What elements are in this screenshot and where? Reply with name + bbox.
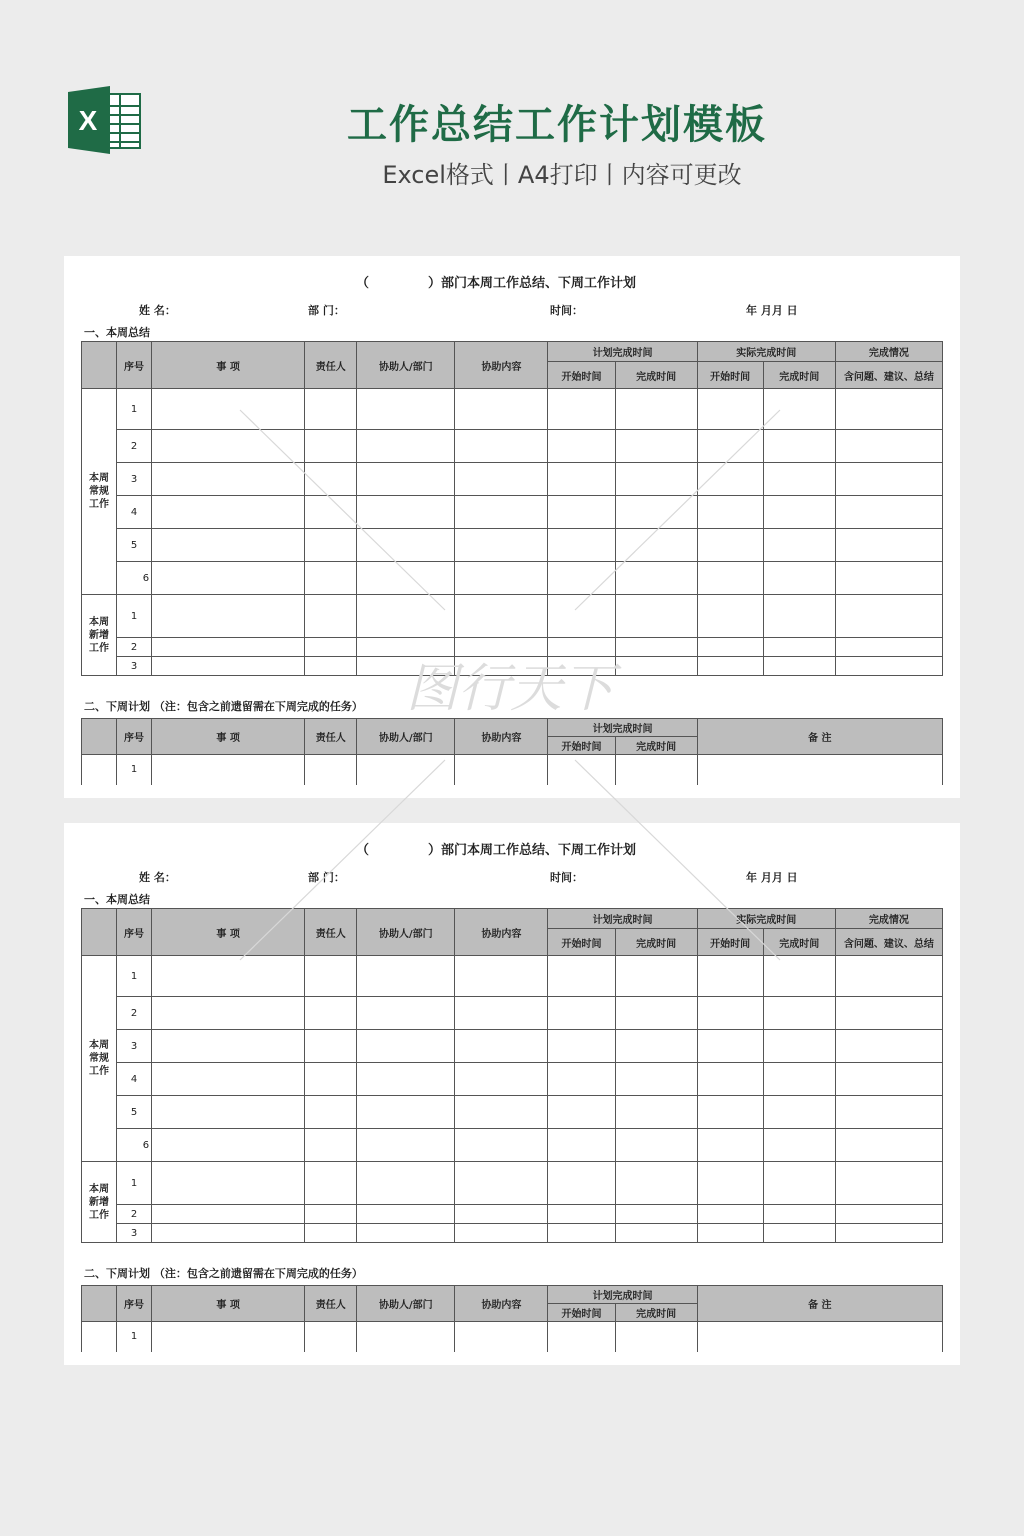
header-actual-finish: 完成时间 <box>763 929 835 956</box>
table-row <box>82 1205 943 1224</box>
header-blank <box>82 1286 117 1322</box>
table-cell[interactable] <box>455 496 548 529</box>
table-cell[interactable] <box>763 496 835 529</box>
header-owner: 责任人 <box>305 909 357 956</box>
table-cell <box>82 755 117 785</box>
table-cell[interactable] <box>548 430 615 463</box>
page-subtitle: Excel格式丨A4打印丨内容可更改 <box>382 161 742 189</box>
row-number: 1 <box>117 755 152 785</box>
header-seq: 序号 <box>117 909 152 956</box>
table-cell[interactable] <box>455 1224 548 1243</box>
table-cell[interactable] <box>305 755 357 785</box>
row-number: 1 <box>117 389 152 430</box>
table-cell[interactable] <box>305 657 357 676</box>
header-item: 事 项 <box>152 342 305 389</box>
header-plan-time: 计划完成时间 <box>548 909 697 929</box>
table-cell[interactable] <box>548 1322 615 1352</box>
table-cell[interactable] <box>615 1322 697 1352</box>
table-cell[interactable] <box>305 595 357 638</box>
header-plan-time: 计划完成时间 <box>548 342 697 362</box>
table-cell[interactable] <box>305 1205 357 1224</box>
table-cell[interactable] <box>305 389 357 430</box>
table-cell[interactable] <box>548 755 615 785</box>
table-row <box>82 657 943 676</box>
row-number: 3 <box>117 1224 152 1243</box>
table-cell[interactable] <box>152 496 305 529</box>
row-number: 2 <box>117 1205 152 1224</box>
table-cell[interactable] <box>835 430 942 463</box>
header-blank <box>82 342 117 389</box>
table-cell[interactable] <box>835 595 942 638</box>
table-cell[interactable] <box>152 1096 305 1129</box>
row-number: 4 <box>117 496 152 529</box>
table-cell[interactable] <box>697 638 763 657</box>
time-label: 时间： <box>550 304 583 317</box>
table-cell[interactable] <box>357 430 455 463</box>
table-cell[interactable] <box>357 1205 455 1224</box>
table-cell[interactable] <box>455 595 548 638</box>
table-cell[interactable] <box>357 389 455 430</box>
table-cell[interactable] <box>548 529 615 562</box>
table-cell[interactable] <box>835 1205 942 1224</box>
table-cell[interactable] <box>357 657 455 676</box>
table-cell[interactable] <box>835 1063 942 1096</box>
row-number: 6 <box>117 562 152 595</box>
table-cell[interactable] <box>455 638 548 657</box>
header-seq: 序号 <box>117 342 152 389</box>
table-row <box>82 956 943 997</box>
table-cell[interactable] <box>455 1096 548 1129</box>
table-cell[interactable] <box>548 1162 615 1205</box>
header-plan-start: 开始时间 <box>548 1304 615 1322</box>
header-help-content: 协助内容 <box>455 719 548 755</box>
table-cell[interactable] <box>357 1096 455 1129</box>
table-cell[interactable] <box>835 1224 942 1243</box>
table-cell[interactable] <box>305 956 357 997</box>
table-cell[interactable] <box>152 657 305 676</box>
table-cell[interactable] <box>697 1096 763 1129</box>
table-cell[interactable] <box>455 430 548 463</box>
table-cell[interactable] <box>763 595 835 638</box>
header-actual-finish: 完成时间 <box>763 362 835 389</box>
table-cell[interactable] <box>305 1063 357 1096</box>
header-actual-start: 开始时间 <box>697 362 763 389</box>
table-cell[interactable] <box>835 638 942 657</box>
header-helper: 协助人/部门 <box>357 719 455 755</box>
section-this-week: 一、本周总结 <box>84 893 150 906</box>
table-cell[interactable] <box>305 1162 357 1205</box>
table-cell[interactable] <box>763 389 835 430</box>
table-cell[interactable] <box>357 1129 455 1162</box>
table-row <box>82 1162 943 1205</box>
table-cell[interactable] <box>357 496 455 529</box>
table-cell[interactable] <box>455 1030 548 1063</box>
header-actual-time: 实际完成时间 <box>697 909 835 929</box>
table-cell[interactable] <box>615 956 697 997</box>
header-help-content: 协助内容 <box>455 1286 548 1322</box>
row-number: 4 <box>117 1063 152 1096</box>
header-helper: 协助人/部门 <box>357 342 455 389</box>
table-row <box>82 389 943 430</box>
header-plan-finish: 完成时间 <box>615 737 697 755</box>
row-number: 1 <box>117 1162 152 1205</box>
section-next-week: 二、下周计划 （注：包含之前遗留需在下周完成的任务） <box>84 700 363 713</box>
table-row <box>82 638 943 657</box>
table-cell[interactable] <box>548 638 615 657</box>
table-cell[interactable] <box>697 430 763 463</box>
row-number: 1 <box>117 595 152 638</box>
table-cell[interactable] <box>548 1096 615 1129</box>
table-cell[interactable] <box>697 1030 763 1063</box>
name-label: 姓 名： <box>139 871 176 884</box>
table-cell[interactable] <box>455 1322 548 1352</box>
row-number: 3 <box>117 1030 152 1063</box>
table-cell[interactable] <box>763 1030 835 1063</box>
row-number: 6 <box>117 1129 152 1162</box>
table-cell[interactable] <box>697 1063 763 1096</box>
table-cell[interactable] <box>615 529 697 562</box>
header-plan-time: 计划完成时间 <box>548 719 697 737</box>
header-actual-time: 实际完成时间 <box>697 342 835 362</box>
row-number: 2 <box>117 638 152 657</box>
table-cell[interactable] <box>357 638 455 657</box>
table-cell[interactable] <box>697 562 763 595</box>
header-item: 事 项 <box>152 1286 305 1322</box>
table-cell[interactable] <box>615 1162 697 1205</box>
table-cell[interactable] <box>152 997 305 1030</box>
table-cell[interactable] <box>835 1162 942 1205</box>
table-cell[interactable] <box>152 1205 305 1224</box>
table-cell[interactable] <box>548 956 615 997</box>
table-cell[interactable] <box>455 1162 548 1205</box>
table-cell[interactable] <box>548 1030 615 1063</box>
table-cell[interactable] <box>357 529 455 562</box>
table-cell[interactable] <box>455 1063 548 1096</box>
dept-label: 部 门： <box>308 871 345 884</box>
header-plan-start: 开始时间 <box>548 362 615 389</box>
header-item: 事 项 <box>152 909 305 956</box>
table-cell[interactable] <box>697 1224 763 1243</box>
row-number: 2 <box>117 430 152 463</box>
table-cell[interactable] <box>763 956 835 997</box>
table-cell[interactable] <box>152 1322 305 1352</box>
table-cell[interactable] <box>763 1162 835 1205</box>
header-owner: 责任人 <box>305 342 357 389</box>
table-cell[interactable] <box>305 1096 357 1129</box>
row-number: 1 <box>117 956 152 997</box>
header-blank <box>82 909 117 956</box>
table-cell[interactable] <box>615 496 697 529</box>
table-row <box>82 1129 943 1162</box>
table-cell[interactable] <box>697 1322 942 1352</box>
plan-table <box>81 1285 943 1352</box>
header-item: 事 项 <box>152 719 305 755</box>
table-cell[interactable] <box>455 529 548 562</box>
table-row <box>82 1224 943 1243</box>
row-number: 1 <box>117 1322 152 1352</box>
table-cell[interactable] <box>615 595 697 638</box>
table-cell[interactable] <box>455 562 548 595</box>
table-cell[interactable] <box>152 389 305 430</box>
section-this-week: 一、本周总结 <box>84 326 150 339</box>
table-cell[interactable] <box>152 529 305 562</box>
row-number: 3 <box>117 463 152 496</box>
table-cell[interactable] <box>697 529 763 562</box>
table-cell[interactable] <box>455 389 548 430</box>
table-cell[interactable] <box>763 529 835 562</box>
table-cell[interactable] <box>697 1162 763 1205</box>
plan-table <box>81 718 943 785</box>
header-plan-finish: 完成时间 <box>615 362 697 389</box>
svg-text:X: X <box>78 105 98 136</box>
table-cell[interactable] <box>305 1322 357 1352</box>
header-help-content: 协助内容 <box>455 909 548 956</box>
table-row <box>82 755 943 785</box>
table-cell[interactable] <box>615 1096 697 1129</box>
watermark-text: 图行天下 <box>405 659 615 719</box>
table-cell[interactable] <box>548 496 615 529</box>
header-remark: 备 注 <box>697 1286 942 1322</box>
table-cell[interactable] <box>835 463 942 496</box>
table-cell[interactable] <box>697 755 942 785</box>
table-cell[interactable] <box>615 1030 697 1063</box>
table-cell[interactable] <box>548 1063 615 1096</box>
table-cell[interactable] <box>152 638 305 657</box>
table-cell[interactable] <box>548 1205 615 1224</box>
table-cell[interactable] <box>697 595 763 638</box>
table-cell[interactable] <box>548 1129 615 1162</box>
header-help-content: 协助内容 <box>455 342 548 389</box>
table-row <box>82 1063 943 1096</box>
table-cell[interactable] <box>697 463 763 496</box>
table-cell[interactable] <box>152 1030 305 1063</box>
group-label-new: 本周 新增 工作 <box>82 1162 117 1243</box>
header-owner: 责任人 <box>305 1286 357 1322</box>
table-cell[interactable] <box>455 463 548 496</box>
table-cell[interactable] <box>763 997 835 1030</box>
table-cell[interactable] <box>305 463 357 496</box>
header-seq: 序号 <box>117 719 152 755</box>
table-cell[interactable] <box>835 496 942 529</box>
table-cell[interactable] <box>152 562 305 595</box>
table-cell[interactable] <box>305 496 357 529</box>
table-cell[interactable] <box>835 1129 942 1162</box>
table-cell[interactable] <box>697 956 763 997</box>
group-label-new: 本周 新增 工作 <box>82 595 117 676</box>
date-label: 年 月月 日 <box>746 304 798 317</box>
header-helper: 协助人/部门 <box>357 909 455 956</box>
table-cell[interactable] <box>615 1063 697 1096</box>
table-cell[interactable] <box>357 463 455 496</box>
table-cell[interactable] <box>455 1129 548 1162</box>
table-cell[interactable] <box>152 595 305 638</box>
table-cell[interactable] <box>305 638 357 657</box>
table-cell[interactable] <box>548 657 615 676</box>
table-cell[interactable] <box>615 389 697 430</box>
header-status-sub: 含问题、建议、总结 <box>835 362 942 389</box>
time-label: 时间： <box>550 871 583 884</box>
table-cell[interactable] <box>763 562 835 595</box>
table-row <box>82 529 943 562</box>
name-label: 姓 名： <box>139 304 176 317</box>
table-cell[interactable] <box>152 1129 305 1162</box>
table-row <box>82 595 943 638</box>
table-row <box>82 1030 943 1063</box>
table-cell[interactable] <box>615 1205 697 1224</box>
dept-label: 部 门： <box>308 304 345 317</box>
table-cell[interactable] <box>697 1129 763 1162</box>
table-cell[interactable] <box>835 1030 942 1063</box>
worksheet-page: （ ）部门本周工作总结、下周工作计划 姓 名： 部 门： 时间： 年 月月 日 一、本周总结 序号 事 项 责任人 协助人/部门 协助内容 计划完成时间 实际完成时间 完成情况 开始时间 完成时间 开始时间 完成时间 含问题、建议、总结 本周 常规 工作 1 2 3 4 5 6 本周 新增 工作 1 2 3 二、下周计划 （注：包含之前遗留需在下周完成的任务） 序号 事 项 责任人 协助人/部门 协助内容 计划完成时间 备 注 开始时间 完成时间 1 <box>64 256 960 798</box>
table-cell[interactable] <box>763 430 835 463</box>
table-cell[interactable] <box>357 1063 455 1096</box>
table-cell[interactable] <box>763 1205 835 1224</box>
table-cell[interactable] <box>357 562 455 595</box>
table-cell[interactable] <box>152 755 305 785</box>
table-cell <box>82 1322 117 1352</box>
table-cell[interactable] <box>305 1030 357 1063</box>
date-label: 年 月月 日 <box>746 871 798 884</box>
table-cell[interactable] <box>305 562 357 595</box>
table-cell[interactable] <box>835 562 942 595</box>
row-number: 5 <box>117 1096 152 1129</box>
table-cell[interactable] <box>615 1129 697 1162</box>
header-plan-finish: 完成时间 <box>615 929 697 956</box>
table-cell[interactable] <box>152 463 305 496</box>
table-cell[interactable] <box>548 595 615 638</box>
header-remark: 备 注 <box>697 719 942 755</box>
table-cell[interactable] <box>763 463 835 496</box>
table-cell[interactable] <box>305 997 357 1030</box>
section-next-week: 二、下周计划 （注：包含之前遗留需在下周完成的任务） <box>84 1267 363 1280</box>
header-status: 完成情况 <box>835 909 942 929</box>
table-cell[interactable] <box>548 997 615 1030</box>
table-row <box>82 1096 943 1129</box>
table-cell[interactable] <box>835 657 942 676</box>
table-cell[interactable] <box>697 657 763 676</box>
table-cell[interactable] <box>835 1096 942 1129</box>
table-cell[interactable] <box>763 638 835 657</box>
header-plan-time: 计划完成时间 <box>548 1286 697 1304</box>
table-row <box>82 1322 943 1352</box>
group-label-regular: 本周 常规 工作 <box>82 389 117 595</box>
table-cell[interactable] <box>152 1224 305 1243</box>
table-cell[interactable] <box>548 562 615 595</box>
table-cell[interactable] <box>357 595 455 638</box>
table-row <box>82 463 943 496</box>
table-cell[interactable] <box>305 430 357 463</box>
table-cell[interactable] <box>357 1224 455 1243</box>
table-cell[interactable] <box>697 496 763 529</box>
table-row <box>82 562 943 595</box>
table-cell[interactable] <box>835 529 942 562</box>
table-cell[interactable] <box>548 389 615 430</box>
table-cell[interactable] <box>305 1224 357 1243</box>
table-cell[interactable] <box>835 389 942 430</box>
worksheet-page: （ ）部门本周工作总结、下周工作计划 姓 名： 部 门： 时间： 年 月月 日 一、本周总结 序号 事 项 责任人 协助人/部门 协助内容 计划完成时间 实际完成时间 完成情况 开始时间 完成时间 开始时间 完成时间 含问题、建议、总结 本周 常规 工作 1 2 3 4 5 6 本周 新增 工作 1 2 3 二、下周计划 （注：包含之前遗留需在下周完成的任务） 序号 事 项 责任人 协助人/部门 协助内容 计划完成时间 备 注 开始时间 完成时间 1 <box>64 823 960 1365</box>
table-cell[interactable] <box>615 463 697 496</box>
row-number: 2 <box>117 997 152 1030</box>
header-blank <box>82 719 117 755</box>
table-cell[interactable] <box>835 997 942 1030</box>
table-cell[interactable] <box>305 1129 357 1162</box>
table-cell[interactable] <box>357 956 455 997</box>
table-cell[interactable] <box>548 463 615 496</box>
table-cell[interactable] <box>615 638 697 657</box>
table-cell[interactable] <box>615 430 697 463</box>
table-cell[interactable] <box>455 997 548 1030</box>
table-row <box>82 430 943 463</box>
table-row <box>82 997 943 1030</box>
table-cell[interactable] <box>455 956 548 997</box>
group-label-regular: 本周 常规 工作 <box>82 956 117 1162</box>
table-cell[interactable] <box>835 956 942 997</box>
table-cell[interactable] <box>697 1205 763 1224</box>
header-plan-finish: 完成时间 <box>615 1304 697 1322</box>
table-cell[interactable] <box>763 1096 835 1129</box>
table-cell[interactable] <box>455 1205 548 1224</box>
header-owner: 责任人 <box>305 719 357 755</box>
table-cell[interactable] <box>455 657 548 676</box>
table-cell[interactable] <box>455 755 548 785</box>
header-helper: 协助人/部门 <box>357 1286 455 1322</box>
row-number: 5 <box>117 529 152 562</box>
table-cell[interactable] <box>357 1162 455 1205</box>
summary-table <box>81 341 943 676</box>
table-cell[interactable] <box>697 997 763 1030</box>
header-seq: 序号 <box>117 1286 152 1322</box>
table-cell[interactable] <box>615 755 697 785</box>
header-status-sub: 含问题、建议、总结 <box>835 929 942 956</box>
table-cell[interactable] <box>152 1162 305 1205</box>
table-cell[interactable] <box>615 657 697 676</box>
table-cell[interactable] <box>615 997 697 1030</box>
table-cell[interactable] <box>763 1224 835 1243</box>
table-cell[interactable] <box>763 657 835 676</box>
table-cell[interactable] <box>357 755 455 785</box>
table-cell[interactable] <box>697 389 763 430</box>
header-status: 完成情况 <box>835 342 942 362</box>
header-actual-start: 开始时间 <box>697 929 763 956</box>
header-plan-start: 开始时间 <box>548 929 615 956</box>
table-cell[interactable] <box>763 1129 835 1162</box>
table-cell[interactable] <box>152 956 305 997</box>
table-cell[interactable] <box>357 1322 455 1352</box>
table-cell[interactable] <box>548 1224 615 1243</box>
row-number: 3 <box>117 657 152 676</box>
header-plan-start: 开始时间 <box>548 737 615 755</box>
table-row <box>82 496 943 529</box>
table-cell[interactable] <box>152 1063 305 1096</box>
table-cell[interactable] <box>357 1030 455 1063</box>
table-cell[interactable] <box>615 1224 697 1243</box>
page-title: 工作总结工作计划模板 <box>347 102 767 148</box>
table-cell[interactable] <box>152 430 305 463</box>
table-cell[interactable] <box>305 529 357 562</box>
table-cell[interactable] <box>763 1063 835 1096</box>
summary-table <box>81 908 943 1243</box>
table-cell[interactable] <box>357 997 455 1030</box>
table-cell[interactable] <box>615 562 697 595</box>
